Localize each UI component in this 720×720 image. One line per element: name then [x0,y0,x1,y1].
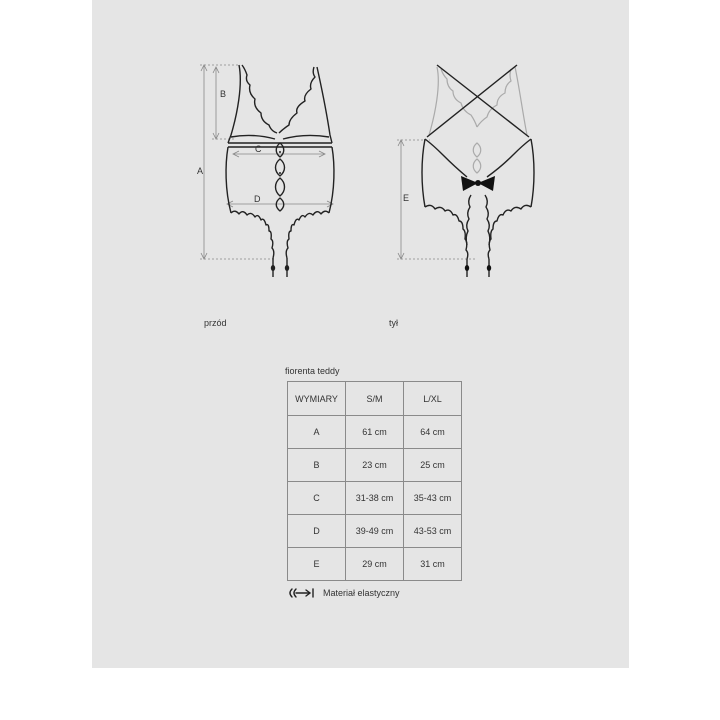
size-sm-cell: 23 cm [346,449,404,482]
front-garment-drawing [195,55,355,300]
row-dimension-cell: D [288,515,346,548]
size-sm-cell: 61 cm [346,416,404,449]
header-size-lxl: L/XL [404,382,462,416]
size-lxl-cell: 43-53 cm [404,515,462,548]
dimension-A-label: A [197,166,204,176]
table-row [288,449,462,482]
size-sm-cell: 31-38 cm [346,482,404,515]
elastic-arrows-icon [287,588,315,598]
size-lxl-cell: 35-43 cm [404,482,462,515]
dimension-C-label: C [255,144,262,154]
legend-label: Materiał elastyczny [323,588,400,598]
row-dimension-cell: A [288,416,346,449]
row-dimension-cell: B [288,449,346,482]
table-row [288,482,462,515]
header-dimensions: WYMIARY [288,382,346,416]
size-lxl-cell: 64 cm [404,416,462,449]
header-size-sm: S/M [346,382,404,416]
size-lxl-cell: 31 cm [404,548,462,581]
table-row [288,515,462,548]
elastic-material-legend [287,587,400,599]
row-dimension-cell: E [288,548,346,581]
row-dimension-cell: C [288,482,346,515]
table-row [288,548,462,581]
back-view-label: tył [389,318,398,328]
size-sm-cell: 39-49 cm [346,515,404,548]
table-header-row [288,382,462,416]
size-sm-cell: 29 cm [346,548,404,581]
size-lxl-cell: 25 cm [404,449,462,482]
size-table [287,381,462,581]
dimension-E-label: E [403,193,410,203]
front-view-label: przód [204,318,227,328]
back-garment-drawing [395,55,555,300]
table-row [288,416,462,449]
product-name: fiorenta teddy [285,366,340,376]
dimension-B-label: B [220,89,227,99]
dimension-D-label: D [254,194,261,204]
